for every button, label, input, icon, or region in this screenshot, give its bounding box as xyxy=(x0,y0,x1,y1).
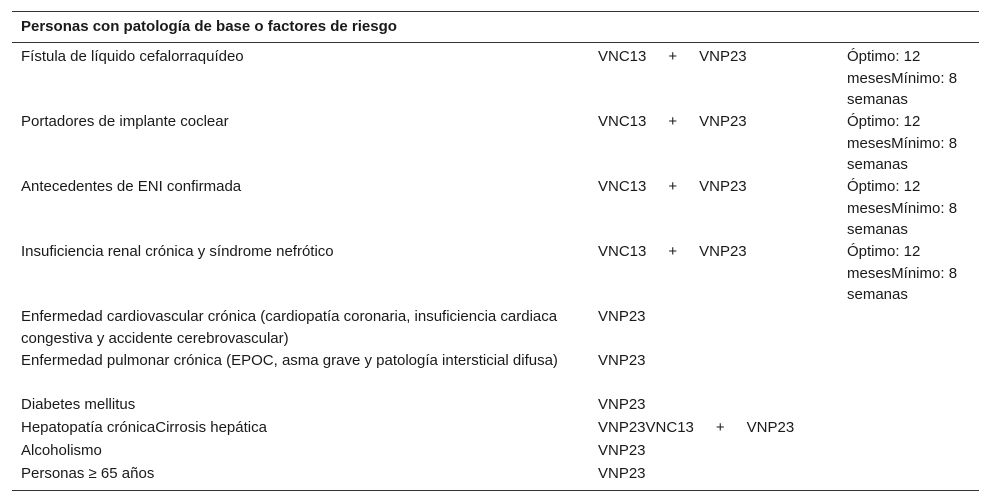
interval-cell: Óptimo: 12 mesesMínimo: 8 semanas xyxy=(847,243,958,303)
condition-cell: Antecedentes de ENI confirmada xyxy=(21,178,242,195)
plus-sign: + xyxy=(715,419,725,436)
vaccine-1: VNC13 xyxy=(598,178,647,195)
vaccine-2: VNP23 xyxy=(746,419,795,436)
interval-cell: Óptimo: 12 mesesMínimo: 8 semanas xyxy=(847,48,958,108)
vaccine-1: VNP23VNC13 xyxy=(598,419,694,436)
condition-cell: Portadores de implante coclear xyxy=(21,113,229,130)
plus-sign: + xyxy=(668,243,678,260)
vaccine-cell: VNP23 xyxy=(598,396,646,413)
vaccine-cell: VNP23 xyxy=(598,442,646,459)
table-row xyxy=(12,306,979,350)
vaccine-1: VNC13 xyxy=(598,48,647,65)
condition-cell: Personas ≥ 65 años xyxy=(21,465,155,482)
vaccine-cell: VNP23 xyxy=(598,352,646,369)
table-row xyxy=(12,463,979,490)
plus-sign: + xyxy=(668,113,678,130)
vaccine-cell: VNP23 xyxy=(598,308,646,325)
vaccine-cell xyxy=(598,111,747,133)
condition-cell: Fístula de líquido cefalorraquídeo xyxy=(21,48,244,65)
condition-cell: Alcoholismo xyxy=(21,442,102,459)
plus-sign: + xyxy=(668,178,678,195)
vaccine-2: VNP23 xyxy=(699,243,747,260)
table-row xyxy=(12,111,979,176)
plus-sign: + xyxy=(668,48,678,65)
vaccine-cell xyxy=(598,241,747,263)
vaccine-2: VNP23 xyxy=(699,178,747,195)
condition-cell: Enfermedad cardiovascular crónica (cardiopatía coronaria, insuficiencia cardiaca congestiva y accidente cerebrovascular) xyxy=(21,308,558,347)
vaccine-cell xyxy=(598,46,747,68)
vaccine-1: VNC13 xyxy=(598,113,647,130)
vaccine-2: VNP23 xyxy=(699,113,747,130)
interval-cell: Óptimo: 12 mesesMínimo: 8 semanas xyxy=(847,178,958,238)
vaccine-cell xyxy=(598,176,747,198)
condition-cell: Diabetes mellitus xyxy=(21,396,136,413)
table-row xyxy=(12,350,979,394)
table-row xyxy=(12,241,979,306)
vaccine-2: VNP23 xyxy=(699,48,747,65)
table-row xyxy=(12,176,979,241)
condition-cell: Hepatopatía crónicaCirrosis hepática xyxy=(21,419,267,436)
risk-factors-table xyxy=(12,11,979,491)
condition-cell: Enfermedad pulmonar crónica (EPOC, asma grave y patología intersticial difusa) xyxy=(21,352,558,369)
interval-cell: Óptimo: 12 mesesMínimo: 8 semanas xyxy=(847,113,958,173)
table-row xyxy=(12,394,979,417)
vaccine-cell: VNP23 xyxy=(598,465,646,482)
table-row xyxy=(12,440,979,463)
condition-cell: Insuficiencia renal crónica y síndrome nefrótico xyxy=(21,243,334,260)
table-row xyxy=(12,46,979,111)
table-row xyxy=(12,417,979,440)
vaccine-1: VNC13 xyxy=(598,243,647,260)
table-header: Personas con patología de base o factores de riesgo xyxy=(12,12,979,43)
vaccine-cell xyxy=(598,417,794,439)
